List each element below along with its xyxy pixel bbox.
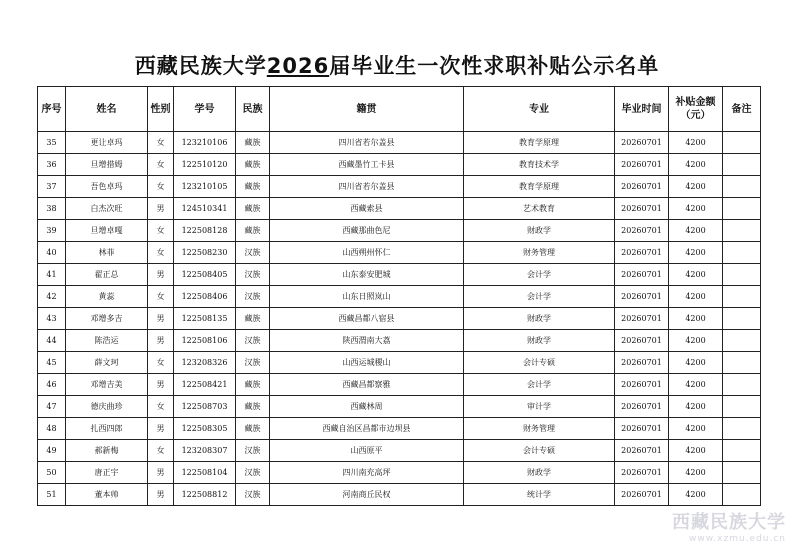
table-row	[38, 374, 761, 396]
cell-ethnicity: 汉族	[236, 330, 270, 352]
cell-student-id: 122508104	[174, 462, 236, 484]
cell-ethnicity: 汉族	[236, 286, 270, 308]
cell-student-id: 122508405	[174, 264, 236, 286]
document-title	[0, 50, 794, 80]
cell-amount: 4200	[669, 154, 723, 176]
cell-major: 财政学	[464, 462, 615, 484]
cell-major: 财政学	[464, 220, 615, 242]
cell-student-id: 122508406	[174, 286, 236, 308]
header-ethnicity: 民族	[236, 87, 270, 132]
cell-remark	[723, 176, 761, 198]
header-amount-line2: （元）	[680, 110, 711, 121]
cell-major: 统计学	[464, 484, 615, 506]
cell-ethnicity: 藏族	[236, 374, 270, 396]
cell-origin: 河南商丘民权	[270, 484, 464, 506]
cell-name: 翟正总	[66, 264, 148, 286]
cell-no: 41	[38, 264, 66, 286]
cell-remark	[723, 462, 761, 484]
header-name: 姓名	[66, 87, 148, 132]
cell-origin: 四川省若尔盖县	[270, 132, 464, 154]
cell-student-id: 122508421	[174, 374, 236, 396]
cell-major: 教育技术学	[464, 154, 615, 176]
cell-amount: 4200	[669, 198, 723, 220]
cell-student-id: 122508230	[174, 242, 236, 264]
cell-ethnicity: 藏族	[236, 176, 270, 198]
cell-gender: 男	[148, 198, 174, 220]
cell-gender: 女	[148, 286, 174, 308]
cell-remark	[723, 286, 761, 308]
cell-gender: 男	[148, 330, 174, 352]
cell-name: 黄蕊	[66, 286, 148, 308]
cell-name: 林菲	[66, 242, 148, 264]
cell-grad-date: 20260701	[615, 220, 669, 242]
cell-remark	[723, 220, 761, 242]
cell-student-id: 124510341	[174, 198, 236, 220]
cell-remark	[723, 418, 761, 440]
cell-major: 会计专硕	[464, 352, 615, 374]
cell-amount: 4200	[669, 132, 723, 154]
cell-name: 更让卓玛	[66, 132, 148, 154]
cell-origin: 四川省若尔盖县	[270, 176, 464, 198]
table-row	[38, 176, 761, 198]
cell-amount: 4200	[669, 462, 723, 484]
cell-ethnicity: 汉族	[236, 242, 270, 264]
cell-origin: 四川南充高坪	[270, 462, 464, 484]
cell-student-id: 122510120	[174, 154, 236, 176]
cell-grad-date: 20260701	[615, 352, 669, 374]
cell-grad-date: 20260701	[615, 330, 669, 352]
table-row	[38, 264, 761, 286]
table-row	[38, 220, 761, 242]
cell-amount: 4200	[669, 286, 723, 308]
header-row	[38, 87, 761, 132]
cell-major: 会计学	[464, 286, 615, 308]
cell-grad-date: 20260701	[615, 198, 669, 220]
cell-major: 财政学	[464, 308, 615, 330]
cell-grad-date: 20260701	[615, 132, 669, 154]
cell-ethnicity: 汉族	[236, 352, 270, 374]
cell-gender: 女	[148, 176, 174, 198]
cell-ethnicity: 汉族	[236, 440, 270, 462]
title-year: 2026	[266, 54, 330, 78]
cell-major: 财务管理	[464, 242, 615, 264]
cell-gender: 男	[148, 308, 174, 330]
cell-name: 旦增措姆	[66, 154, 148, 176]
roster-body	[38, 132, 761, 506]
cell-gender: 女	[148, 242, 174, 264]
table-row	[38, 198, 761, 220]
cell-no: 40	[38, 242, 66, 264]
watermark	[616, 508, 786, 544]
cell-no: 38	[38, 198, 66, 220]
cell-gender: 女	[148, 220, 174, 242]
table-row	[38, 132, 761, 154]
title-suffix: 届毕业生一次性求职补贴公示名单	[329, 54, 660, 78]
cell-origin: 山东泰安肥城	[270, 264, 464, 286]
cell-remark	[723, 352, 761, 374]
watermark-title: 西藏民族大学	[672, 512, 786, 533]
cell-no: 49	[38, 440, 66, 462]
cell-remark	[723, 242, 761, 264]
cell-remark	[723, 330, 761, 352]
cell-gender: 男	[148, 484, 174, 506]
table-row	[38, 484, 761, 506]
cell-ethnicity: 藏族	[236, 418, 270, 440]
cell-origin: 西藏昌都八宿县	[270, 308, 464, 330]
header-gender: 性别	[148, 87, 174, 132]
cell-amount: 4200	[669, 264, 723, 286]
table-row	[38, 286, 761, 308]
cell-grad-date: 20260701	[615, 440, 669, 462]
table-row	[38, 418, 761, 440]
cell-ethnicity: 藏族	[236, 220, 270, 242]
cell-ethnicity: 藏族	[236, 198, 270, 220]
cell-no: 36	[38, 154, 66, 176]
cell-no: 43	[38, 308, 66, 330]
cell-ethnicity: 藏族	[236, 396, 270, 418]
cell-no: 47	[38, 396, 66, 418]
cell-remark	[723, 396, 761, 418]
cell-student-id: 123210105	[174, 176, 236, 198]
header-amount	[669, 87, 723, 132]
cell-gender: 女	[148, 132, 174, 154]
cell-student-id: 122508135	[174, 308, 236, 330]
cell-name: 扎西四郎	[66, 418, 148, 440]
cell-name: 陈浩运	[66, 330, 148, 352]
roster-table	[37, 86, 761, 506]
cell-amount: 4200	[669, 440, 723, 462]
cell-grad-date: 20260701	[615, 176, 669, 198]
cell-gender: 女	[148, 440, 174, 462]
cell-origin: 西藏昌都察雅	[270, 374, 464, 396]
cell-gender: 男	[148, 418, 174, 440]
cell-major: 艺术教育	[464, 198, 615, 220]
cell-name: 邓增多吉	[66, 308, 148, 330]
cell-ethnicity: 汉族	[236, 462, 270, 484]
cell-major: 教育学原理	[464, 132, 615, 154]
cell-origin: 陕西渭南大荔	[270, 330, 464, 352]
cell-amount: 4200	[669, 220, 723, 242]
title-prefix: 西藏民族大学	[134, 54, 267, 78]
cell-no: 46	[38, 374, 66, 396]
cell-amount: 4200	[669, 374, 723, 396]
header-major: 专业	[464, 87, 615, 132]
cell-amount: 4200	[669, 330, 723, 352]
cell-amount: 4200	[669, 176, 723, 198]
cell-amount: 4200	[669, 308, 723, 330]
cell-name: 郝新梅	[66, 440, 148, 462]
cell-name: 白杰次旺	[66, 198, 148, 220]
cell-amount: 4200	[669, 484, 723, 506]
cell-major: 财政学	[464, 330, 615, 352]
table-row	[38, 396, 761, 418]
table-row	[38, 440, 761, 462]
cell-major: 会计学	[464, 264, 615, 286]
cell-student-id: 122508812	[174, 484, 236, 506]
cell-student-id: 123210106	[174, 132, 236, 154]
cell-no: 42	[38, 286, 66, 308]
cell-no: 44	[38, 330, 66, 352]
cell-student-id: 123208326	[174, 352, 236, 374]
cell-ethnicity: 藏族	[236, 154, 270, 176]
cell-gender: 男	[148, 264, 174, 286]
cell-origin: 西藏墨竹工卡县	[270, 154, 464, 176]
cell-remark	[723, 264, 761, 286]
cell-remark	[723, 440, 761, 462]
cell-grad-date: 20260701	[615, 286, 669, 308]
cell-amount: 4200	[669, 396, 723, 418]
cell-no: 50	[38, 462, 66, 484]
cell-ethnicity: 汉族	[236, 484, 270, 506]
cell-no: 37	[38, 176, 66, 198]
cell-amount: 4200	[669, 418, 723, 440]
header-remark: 备注	[723, 87, 761, 132]
table-row	[38, 242, 761, 264]
cell-gender: 女	[148, 396, 174, 418]
cell-ethnicity: 藏族	[236, 132, 270, 154]
cell-remark	[723, 132, 761, 154]
header-origin: 籍贯	[270, 87, 464, 132]
cell-origin: 山西朔州怀仁	[270, 242, 464, 264]
cell-origin: 西藏林周	[270, 396, 464, 418]
cell-gender: 女	[148, 352, 174, 374]
cell-amount: 4200	[669, 242, 723, 264]
cell-amount: 4200	[669, 352, 723, 374]
cell-grad-date: 20260701	[615, 154, 669, 176]
cell-ethnicity: 藏族	[236, 308, 270, 330]
cell-grad-date: 20260701	[615, 242, 669, 264]
cell-grad-date: 20260701	[615, 264, 669, 286]
table-row	[38, 308, 761, 330]
cell-grad-date: 20260701	[615, 484, 669, 506]
watermark-url: www.xzmu.edu.cn	[689, 534, 786, 544]
cell-major: 财务管理	[464, 418, 615, 440]
cell-grad-date: 20260701	[615, 418, 669, 440]
cell-origin: 西藏自治区昌都市边坝县	[270, 418, 464, 440]
cell-grad-date: 20260701	[615, 374, 669, 396]
cell-no: 35	[38, 132, 66, 154]
cell-student-id: 122508703	[174, 396, 236, 418]
cell-origin: 山东日照岚山	[270, 286, 464, 308]
cell-major: 会计学	[464, 374, 615, 396]
cell-no: 48	[38, 418, 66, 440]
cell-remark	[723, 374, 761, 396]
cell-remark	[723, 198, 761, 220]
cell-remark	[723, 484, 761, 506]
cell-no: 51	[38, 484, 66, 506]
table-row	[38, 154, 761, 176]
cell-ethnicity: 汉族	[236, 264, 270, 286]
cell-student-id: 123208307	[174, 440, 236, 462]
cell-grad-date: 20260701	[615, 308, 669, 330]
cell-gender: 男	[148, 462, 174, 484]
header-amount-line1: 补贴金额	[675, 97, 716, 108]
cell-origin: 西藏那曲色尼	[270, 220, 464, 242]
table-row	[38, 462, 761, 484]
table-row	[38, 330, 761, 352]
cell-grad-date: 20260701	[615, 396, 669, 418]
cell-name: 薛文珂	[66, 352, 148, 374]
header-student-id: 学号	[174, 87, 236, 132]
cell-no: 45	[38, 352, 66, 374]
cell-origin: 山西原平	[270, 440, 464, 462]
cell-name: 唐正宇	[66, 462, 148, 484]
cell-grad-date: 20260701	[615, 462, 669, 484]
cell-origin: 山西运城稷山	[270, 352, 464, 374]
cell-student-id: 122508305	[174, 418, 236, 440]
cell-major: 会计专硕	[464, 440, 615, 462]
table-row	[38, 352, 761, 374]
cell-gender: 女	[148, 154, 174, 176]
cell-major: 教育学原理	[464, 176, 615, 198]
cell-student-id: 122508128	[174, 220, 236, 242]
cell-name: 董本帅	[66, 484, 148, 506]
cell-remark	[723, 308, 761, 330]
cell-student-id: 122508106	[174, 330, 236, 352]
cell-name: 邓增吉美	[66, 374, 148, 396]
cell-gender: 男	[148, 374, 174, 396]
cell-name: 德庆曲珍	[66, 396, 148, 418]
cell-name: 旦增卓嘎	[66, 220, 148, 242]
cell-no: 39	[38, 220, 66, 242]
cell-name: 吾色卓玛	[66, 176, 148, 198]
header-no: 序号	[38, 87, 66, 132]
cell-remark	[723, 154, 761, 176]
cell-origin: 西藏索县	[270, 198, 464, 220]
header-grad-date: 毕业时间	[615, 87, 669, 132]
cell-major: 审计学	[464, 396, 615, 418]
